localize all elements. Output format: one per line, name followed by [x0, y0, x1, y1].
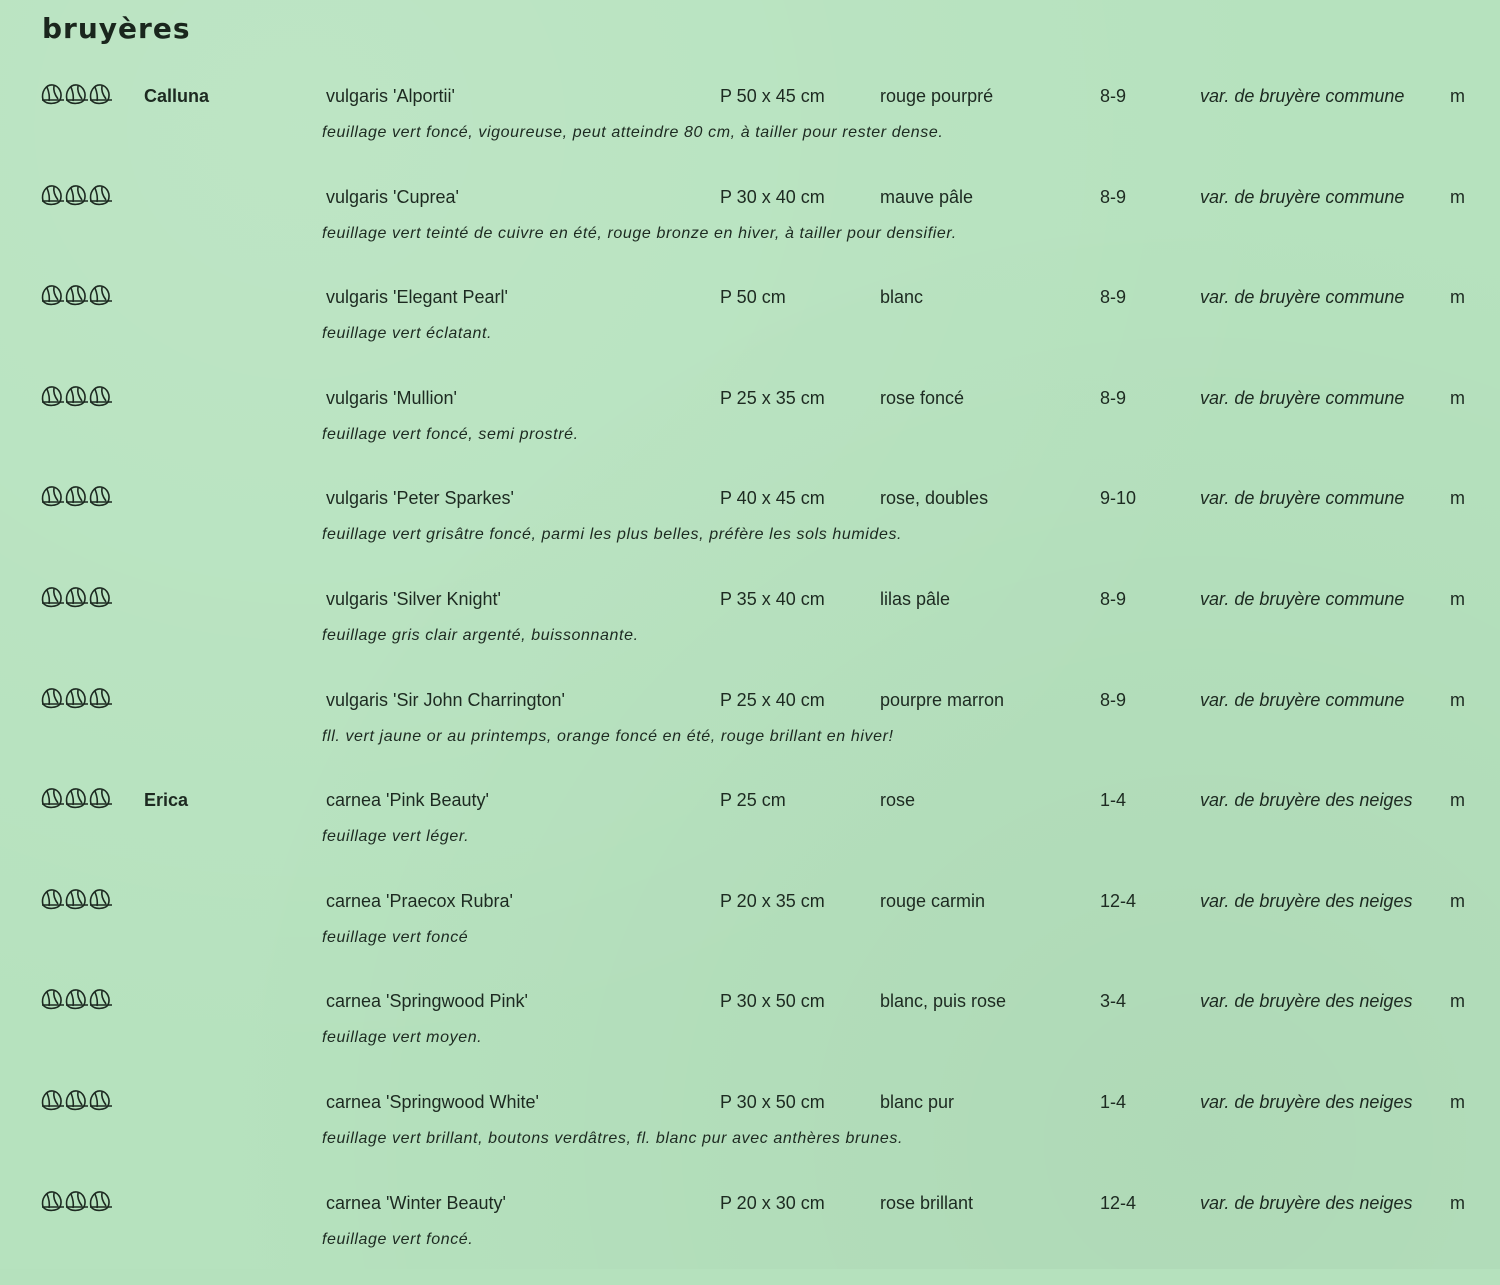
- variety-type: var. de bruyère commune: [1200, 287, 1405, 307]
- plant-entry: [0, 782, 1500, 882]
- variety-type: var. de bruyère commune: [1200, 86, 1405, 106]
- flowering-months: 8-9: [1100, 287, 1127, 307]
- species-cultivar: vulgaris 'Sir John Charrington': [326, 690, 565, 710]
- flowering-months: 8-9: [1100, 388, 1127, 408]
- flower-color: blanc: [880, 287, 924, 307]
- plant-row: [0, 883, 1500, 923]
- plant-description: feuillage gris clair argenté, buissonnante.: [322, 627, 639, 644]
- plant-row: [0, 983, 1500, 1023]
- plant-description: feuillage vert moyen.: [322, 1029, 483, 1046]
- triple-shrub-icon: [40, 983, 116, 1013]
- plant-description: feuillage vert foncé: [322, 929, 469, 946]
- plant-row: [0, 480, 1500, 520]
- plant-entry: [0, 279, 1500, 379]
- variety-type: var. de bruyère des neiges: [1200, 1092, 1413, 1112]
- plant-description: feuillage vert foncé.: [322, 1231, 474, 1248]
- plant-description: feuillage vert brillant, boutons verdâtres, fl. blanc pur avec anthères brunes.: [322, 1130, 904, 1147]
- plant-row: [0, 581, 1500, 621]
- variety-type: var. de bruyère des neiges: [1200, 891, 1413, 911]
- species-cultivar: carnea 'Winter Beauty': [326, 1193, 506, 1213]
- exposure-code: m: [1450, 790, 1465, 810]
- exposure-code: m: [1450, 388, 1465, 408]
- species-cultivar: carnea 'Springwood White': [326, 1092, 539, 1112]
- plant-size: P 25 x 35 cm: [720, 388, 825, 408]
- triple-shrub-icon: [40, 682, 116, 712]
- plant-entry: [0, 78, 1500, 178]
- flowering-months: 1-4: [1100, 790, 1127, 810]
- genus: Calluna: [144, 86, 210, 106]
- plant-size: P 25 x 40 cm: [720, 690, 825, 710]
- plant-size: P 50 cm: [720, 287, 786, 307]
- exposure-code: m: [1450, 1193, 1465, 1213]
- variety-type: var. de bruyère commune: [1200, 187, 1405, 207]
- genus: Erica: [144, 790, 189, 810]
- flower-color: rose, doubles: [880, 488, 989, 508]
- exposure-code: m: [1450, 690, 1465, 710]
- flower-color: blanc pur: [880, 1092, 955, 1112]
- flowering-months: 9-10: [1100, 488, 1137, 508]
- plant-entry: [0, 179, 1500, 279]
- exposure-code: m: [1450, 1092, 1465, 1112]
- exposure-code: m: [1450, 287, 1465, 307]
- triple-shrub-icon: [40, 581, 116, 611]
- exposure-code: m: [1450, 86, 1465, 106]
- variety-type: var. de bruyère commune: [1200, 589, 1405, 609]
- plant-description: feuillage vert éclatant.: [322, 325, 493, 342]
- triple-shrub-icon: [40, 480, 116, 510]
- triple-shrub-icon: [40, 78, 116, 108]
- plant-size: P 35 x 40 cm: [720, 589, 825, 609]
- plant-description: feuillage vert foncé, vigoureuse, peut atteindre 80 cm, à tailler pour rester dense.: [322, 124, 944, 141]
- plant-entry: [0, 480, 1500, 580]
- plant-entry: [0, 581, 1500, 681]
- plant-size: P 25 cm: [720, 790, 786, 810]
- flower-color: rouge carmin: [880, 891, 986, 911]
- flowering-months: 8-9: [1100, 589, 1127, 609]
- plant-entry: [0, 883, 1500, 983]
- species-cultivar: vulgaris 'Mullion': [326, 388, 457, 408]
- flowering-months: 8-9: [1100, 690, 1127, 710]
- triple-shrub-icon: [40, 279, 116, 309]
- flowering-months: 8-9: [1100, 187, 1127, 207]
- plant-size: P 30 x 40 cm: [720, 187, 825, 207]
- plant-entry: [0, 682, 1500, 782]
- species-cultivar: vulgaris 'Peter Sparkes': [326, 488, 514, 508]
- flower-color: rouge pourpré: [880, 86, 994, 106]
- triple-shrub-icon: [40, 1084, 116, 1114]
- species-cultivar: carnea 'Praecox Rubra': [326, 891, 513, 911]
- species-cultivar: vulgaris 'Elegant Pearl': [326, 287, 508, 307]
- exposure-code: m: [1450, 891, 1465, 911]
- exposure-code: m: [1450, 589, 1465, 609]
- plant-entry: [0, 983, 1500, 1083]
- flower-color: mauve pâle: [880, 187, 974, 207]
- flower-color: rose brillant: [880, 1193, 974, 1213]
- plant-description: fll. vert jaune or au printemps, orange foncé en été, rouge brillant en hiver!: [322, 728, 894, 745]
- variety-type: var. de bruyère commune: [1200, 690, 1405, 710]
- triple-shrub-icon: [40, 782, 116, 812]
- triple-shrub-icon: [40, 883, 116, 913]
- plant-row: [0, 1084, 1500, 1124]
- plant-row: [0, 279, 1500, 319]
- flower-color: pourpre marron: [880, 690, 1005, 710]
- flowering-months: 8-9: [1100, 86, 1127, 106]
- plant-size: P 50 x 45 cm: [720, 86, 825, 106]
- plant-description: feuillage vert teinté de cuivre en été, rouge bronze en hiver, à tailler pour densifier.: [322, 225, 957, 242]
- plant-size: P 30 x 50 cm: [720, 991, 825, 1011]
- page-title: bruyères: [42, 12, 191, 45]
- plant-size: P 30 x 50 cm: [720, 1092, 825, 1112]
- flowering-months: 1-4: [1100, 1092, 1127, 1112]
- plant-row: [0, 380, 1500, 420]
- flower-color: rose: [880, 790, 916, 810]
- variety-type: var. de bruyère commune: [1200, 388, 1405, 408]
- plant-row: [0, 179, 1500, 219]
- plant-row: [0, 1185, 1500, 1225]
- variety-type: var. de bruyère des neiges: [1200, 1193, 1413, 1213]
- plant-row: [0, 682, 1500, 722]
- plant-description: feuillage vert léger.: [322, 828, 470, 845]
- exposure-code: m: [1450, 488, 1465, 508]
- triple-shrub-icon: [40, 380, 116, 410]
- plant-description: feuillage vert foncé, semi prostré.: [322, 426, 579, 443]
- plant-size: P 20 x 35 cm: [720, 891, 825, 911]
- variety-type: var. de bruyère des neiges: [1200, 790, 1413, 810]
- flowering-months: 12-4: [1100, 891, 1137, 911]
- flowering-months: 12-4: [1100, 1193, 1137, 1213]
- exposure-code: m: [1450, 991, 1465, 1011]
- species-cultivar: vulgaris 'Silver Knight': [326, 589, 501, 609]
- flower-color: rose foncé: [880, 388, 965, 408]
- species-cultivar: vulgaris 'Cuprea': [326, 187, 459, 207]
- plant-entry: [0, 1084, 1500, 1184]
- plant-entry: [0, 1185, 1500, 1285]
- plant-size: P 40 x 45 cm: [720, 488, 825, 508]
- triple-shrub-icon: [40, 1185, 116, 1215]
- flower-color: blanc, puis rose: [880, 991, 1007, 1011]
- species-cultivar: vulgaris 'Alportii': [326, 86, 455, 106]
- flowering-months: 3-4: [1100, 991, 1127, 1011]
- plant-row: [0, 782, 1500, 822]
- plant-description: feuillage vert grisâtre foncé, parmi les plus belles, préfère les sols humides.: [322, 526, 903, 543]
- plant-row: [0, 78, 1500, 118]
- triple-shrub-icon: [40, 179, 116, 209]
- variety-type: var. de bruyère des neiges: [1200, 991, 1413, 1011]
- exposure-code: m: [1450, 187, 1465, 207]
- species-cultivar: carnea 'Springwood Pink': [326, 991, 528, 1011]
- flower-color: lilas pâle: [880, 589, 951, 609]
- plant-size: P 20 x 30 cm: [720, 1193, 825, 1213]
- plant-entry: [0, 380, 1500, 480]
- variety-type: var. de bruyère commune: [1200, 488, 1405, 508]
- species-cultivar: carnea 'Pink Beauty': [326, 790, 489, 810]
